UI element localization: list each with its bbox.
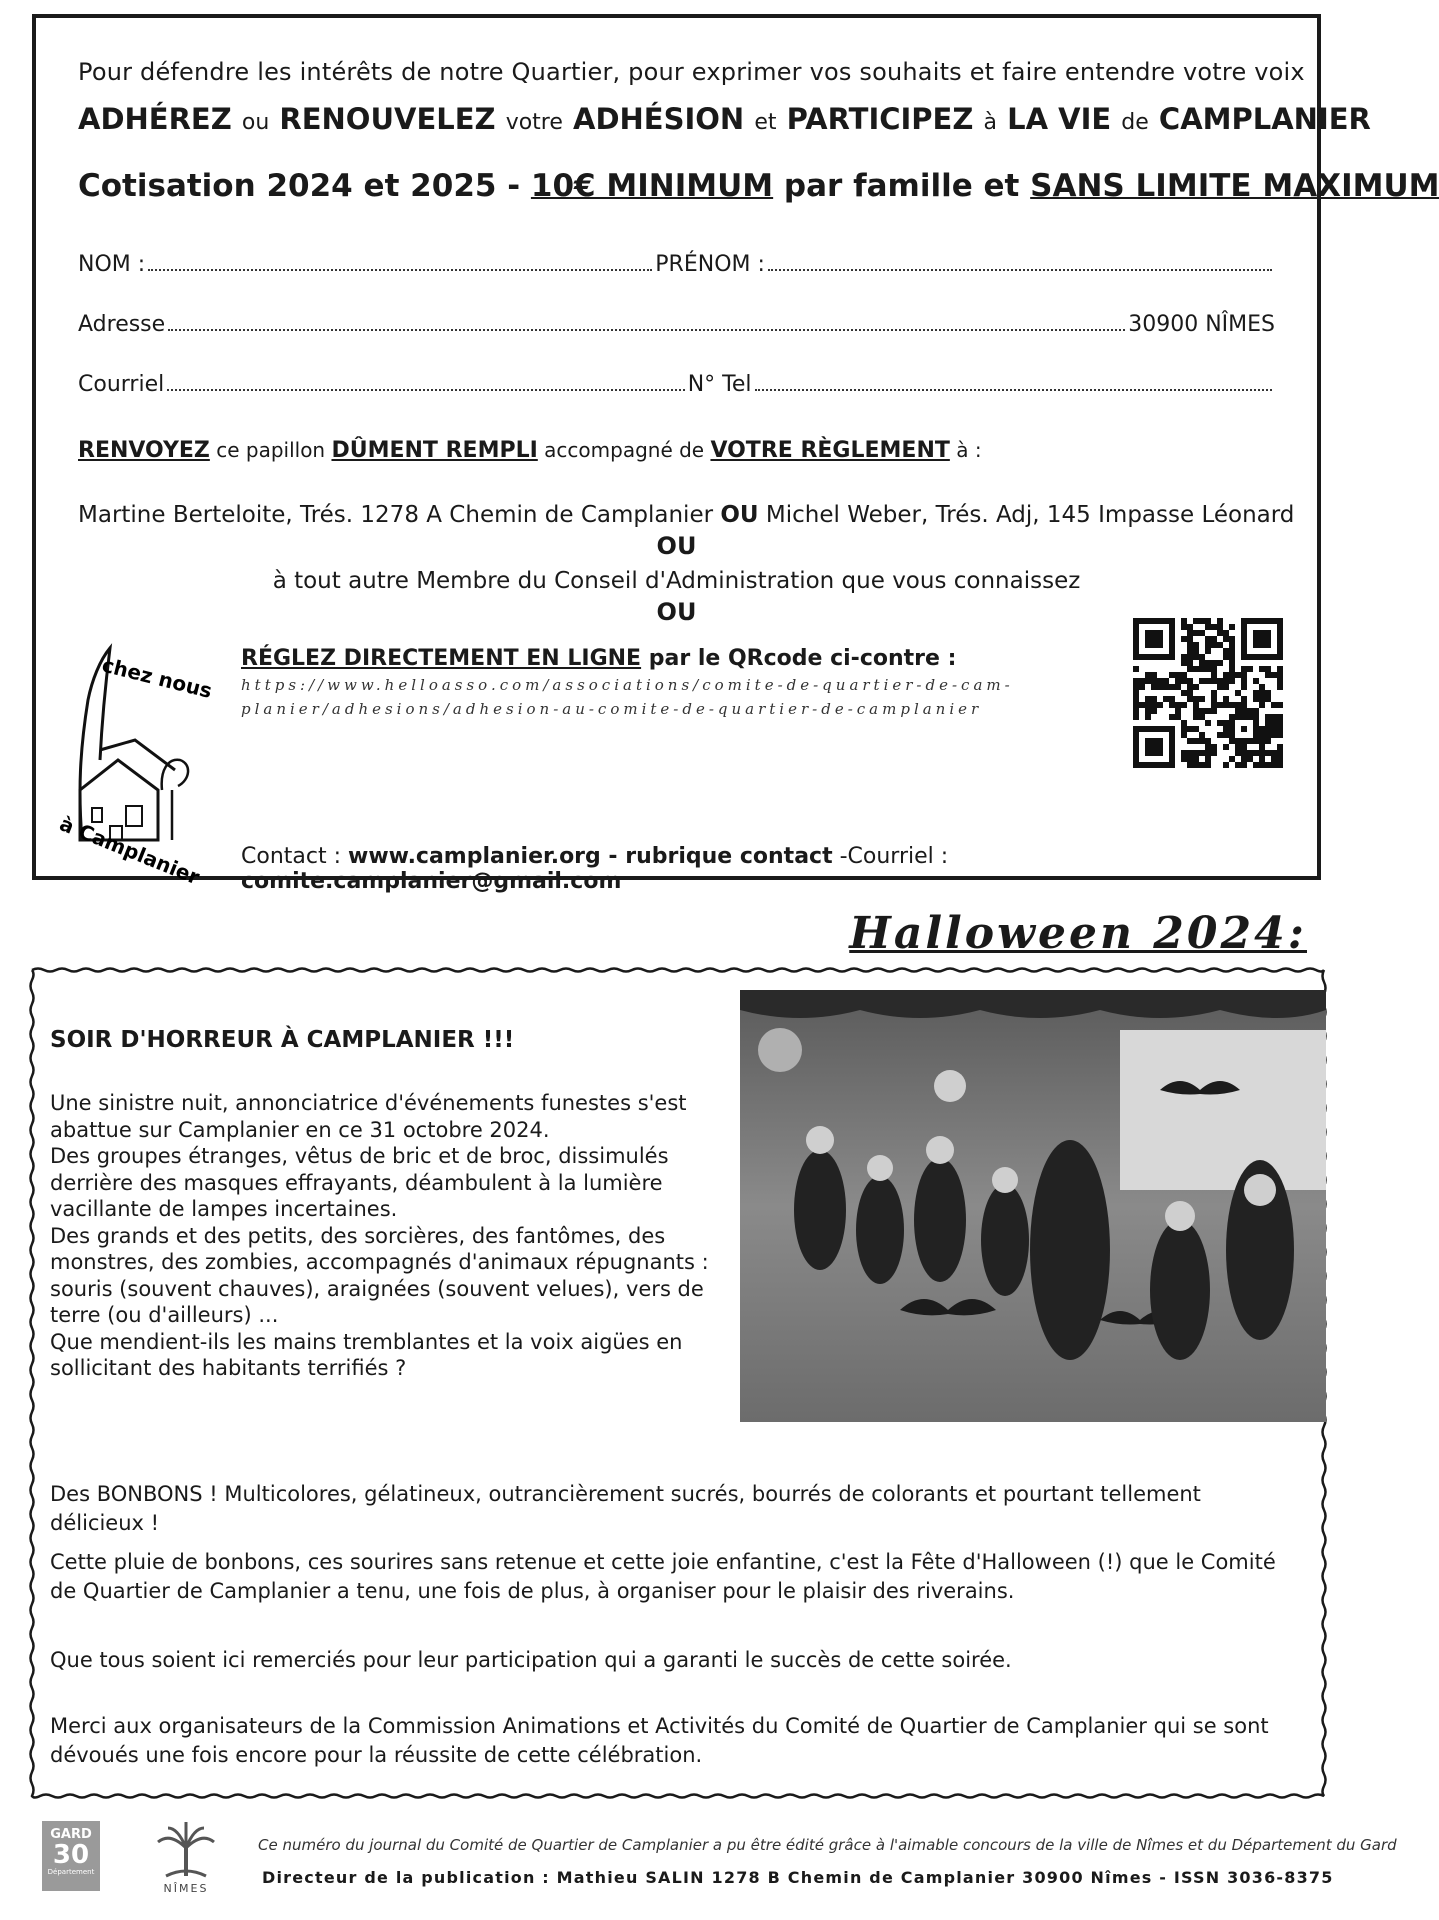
autre-membre-line: à tout autre Membre du Conseil d'Administration que vous connaissez <box>272 568 1081 594</box>
story-paragraph: Des grands et des petits, des sorcières, des fantômes, des monstres, des zombies, accompagnés d'animaux répugnants : souris (souvent chauves), araignées (souvent velues), vers de terre (ou d'ailleurs) ... <box>50 1223 709 1327</box>
renvoyez-b: ce papillon <box>209 438 332 462</box>
contact-courriel-label: -Courriel : <box>832 844 949 869</box>
intro-text: Pour défendre les intérêts de notre Quartier, pour exprimer vos souhaits et faire entendre votre voix <box>78 58 1305 86</box>
renvoyez-a: RENVOYEZ <box>78 438 210 463</box>
membership-form <box>32 14 1439 894</box>
address-row <box>78 312 1275 337</box>
nom-field[interactable] <box>148 268 652 271</box>
story-paragraph: Une sinistre nuit, annonciatrice d'événements funestes s'est abattue sur Camplanier en ce 31 octobre 2024. <box>50 1091 687 1142</box>
story-paragraph: Que mendient-ils les mains tremblantes et la voix aigües en sollicitant des habitants terrifiés ? <box>50 1329 683 1380</box>
contact-row <box>78 372 1275 397</box>
halloween-story <box>50 1090 740 1382</box>
story-paragraph: Des groupes étranges, vêtus de bric et de broc, dissimulés derrière des masques effrayants, déambulent à la lumière vacillante de lampes incertaines. <box>50 1144 669 1221</box>
renvoyez-c: DÛMENT REMPLI <box>331 438 538 463</box>
qr-code-icon[interactable] <box>1133 618 1283 768</box>
merci-paragraph: Merci aux organisateurs de la Commission Animations et Activités du Comité de Quartier de Camplanier qui se sont dévoués une fois encore pour la réussite de cette célébration. <box>50 1714 1269 1767</box>
cotisation-minimum: 10€ MINIMUM <box>530 168 774 204</box>
renvoyez-d: accompagné de <box>537 438 711 462</box>
adhere-word: votre <box>505 110 563 135</box>
contact-line <box>241 844 1317 894</box>
adhere-word: CAMPLANIER <box>1158 102 1371 136</box>
contact-email-link[interactable]: comite.camplanier@gmail.com <box>241 869 622 894</box>
remercies-paragraph: Que tous soient ici remerciés pour leur participation qui a garanti le succès de cette soirée. <box>50 1648 1012 1672</box>
halloween-title: Halloween 2024: <box>849 908 1307 959</box>
tresorier-2: Michel Weber, Trés. Adj, 145 Impasse Léonard <box>758 502 1295 528</box>
footer-credits: Ce numéro du journal du Comité de Quartier de Camplanier a pu être édité grâce à l'aimable concours de la ville de Nîmes et du Département du Gard <box>258 1836 1397 1854</box>
tresorier-1: Martine Berteloite, Trés. 1278 A Chemin de Camplanier <box>78 502 721 528</box>
adhere-word: LA VIE <box>1007 102 1112 136</box>
nimes-city-logo <box>152 1818 220 1896</box>
pluie-paragraph: Cette pluie de bonbons, ces sourires sans retenue et cette joie enfantine, c'est la Fête d'Halloween (!) que le Comité de Quartier de Camplanier a tenu, une fois de plus, à organiser pour le plaisir des riverains. <box>50 1550 1276 1603</box>
chez-nous-logo <box>40 640 215 890</box>
name-row <box>78 252 1275 277</box>
adhere-word: ADHÉSION <box>573 102 745 136</box>
bonbons-paragraph: Des BONBONS ! Multicolores, gélatineux, outrancièrement sucrés, bourrés de colorants et pourtant tellement délicieux ! <box>50 1482 1201 1535</box>
contact-label: Contact : <box>241 844 348 869</box>
cotisation-maximum: SANS LIMITE MAXIMUM <box>1030 168 1439 204</box>
ville-label: 30900 NÎMES <box>1128 312 1275 337</box>
helloasso-url-1[interactable]: https://www.helloasso.com/associations/comite-de-quartier-de-cam- <box>241 676 1014 694</box>
footer-publication: Directeur de la publication : Mathieu SALIN 1278 B Chemin de Camplanier 30900 Nîmes - ISSN 3036-8375 <box>262 1868 1334 1887</box>
ou-separator: OU <box>656 532 697 560</box>
gard-number: 30 <box>52 1840 90 1870</box>
gard-name: GARD <box>50 1827 92 1842</box>
nimes-logo-text: NÎMES <box>163 1882 209 1895</box>
logo-top-text: chez nous <box>99 652 215 704</box>
adhere-word: et <box>754 110 777 135</box>
contact-site-link[interactable]: www.camplanier.org - rubrique contact <box>348 844 833 869</box>
gard-sub: Département <box>47 1868 95 1876</box>
logo-bottom-text: à Camplanier <box>56 811 204 890</box>
tresoriers-ou: OU <box>720 502 759 528</box>
prenom-label: PRÉNOM : <box>655 252 765 277</box>
ou-separator: OU <box>656 598 697 626</box>
adhere-word: ADHÉREZ <box>78 102 232 136</box>
renvoyez-e: VOTRE RÈGLEMENT <box>710 438 950 463</box>
cotisation-prefix: Cotisation 2024 et 2025 - <box>78 168 531 204</box>
reglez-b: par le QRcode ci-contre : <box>641 646 957 671</box>
adhere-word: ou <box>241 110 270 135</box>
renvoyez-line <box>78 438 982 463</box>
adresse-field[interactable] <box>168 328 1125 331</box>
tel-field[interactable] <box>755 388 1272 391</box>
adhere-word: à <box>983 110 997 135</box>
courriel-label: Courriel <box>78 372 165 397</box>
nom-label: NOM : <box>78 252 146 277</box>
adresse-label: Adresse <box>78 312 166 337</box>
halloween-heading: SOIR D'HORREUR À CAMPLANIER !!! <box>50 1027 515 1053</box>
helloasso-url-2[interactable]: planier/adhesions/adhesion-au-comite-de-quartier-de-camplanier <box>241 700 983 718</box>
cotisation-middle: par famille et <box>773 168 1031 204</box>
tresoriers-line <box>78 502 1295 528</box>
renvoyez-f: à : <box>949 438 982 462</box>
tel-label: N° Tel <box>687 372 752 397</box>
halloween-photo <box>740 990 1326 1422</box>
courriel-field[interactable] <box>167 388 684 391</box>
adhere-word: PARTICIPEZ <box>786 102 974 136</box>
prenom-field[interactable] <box>768 268 1272 271</box>
adhere-headline <box>78 102 1371 136</box>
gard-department-logo <box>42 1821 100 1891</box>
adhere-word: de <box>1121 110 1149 135</box>
reglez-a: RÉGLEZ DIRECTEMENT EN LIGNE <box>241 646 642 671</box>
cotisation-line <box>78 168 1439 204</box>
reglez-line <box>241 646 1121 671</box>
adhere-word: RENOUVELEZ <box>279 102 496 136</box>
